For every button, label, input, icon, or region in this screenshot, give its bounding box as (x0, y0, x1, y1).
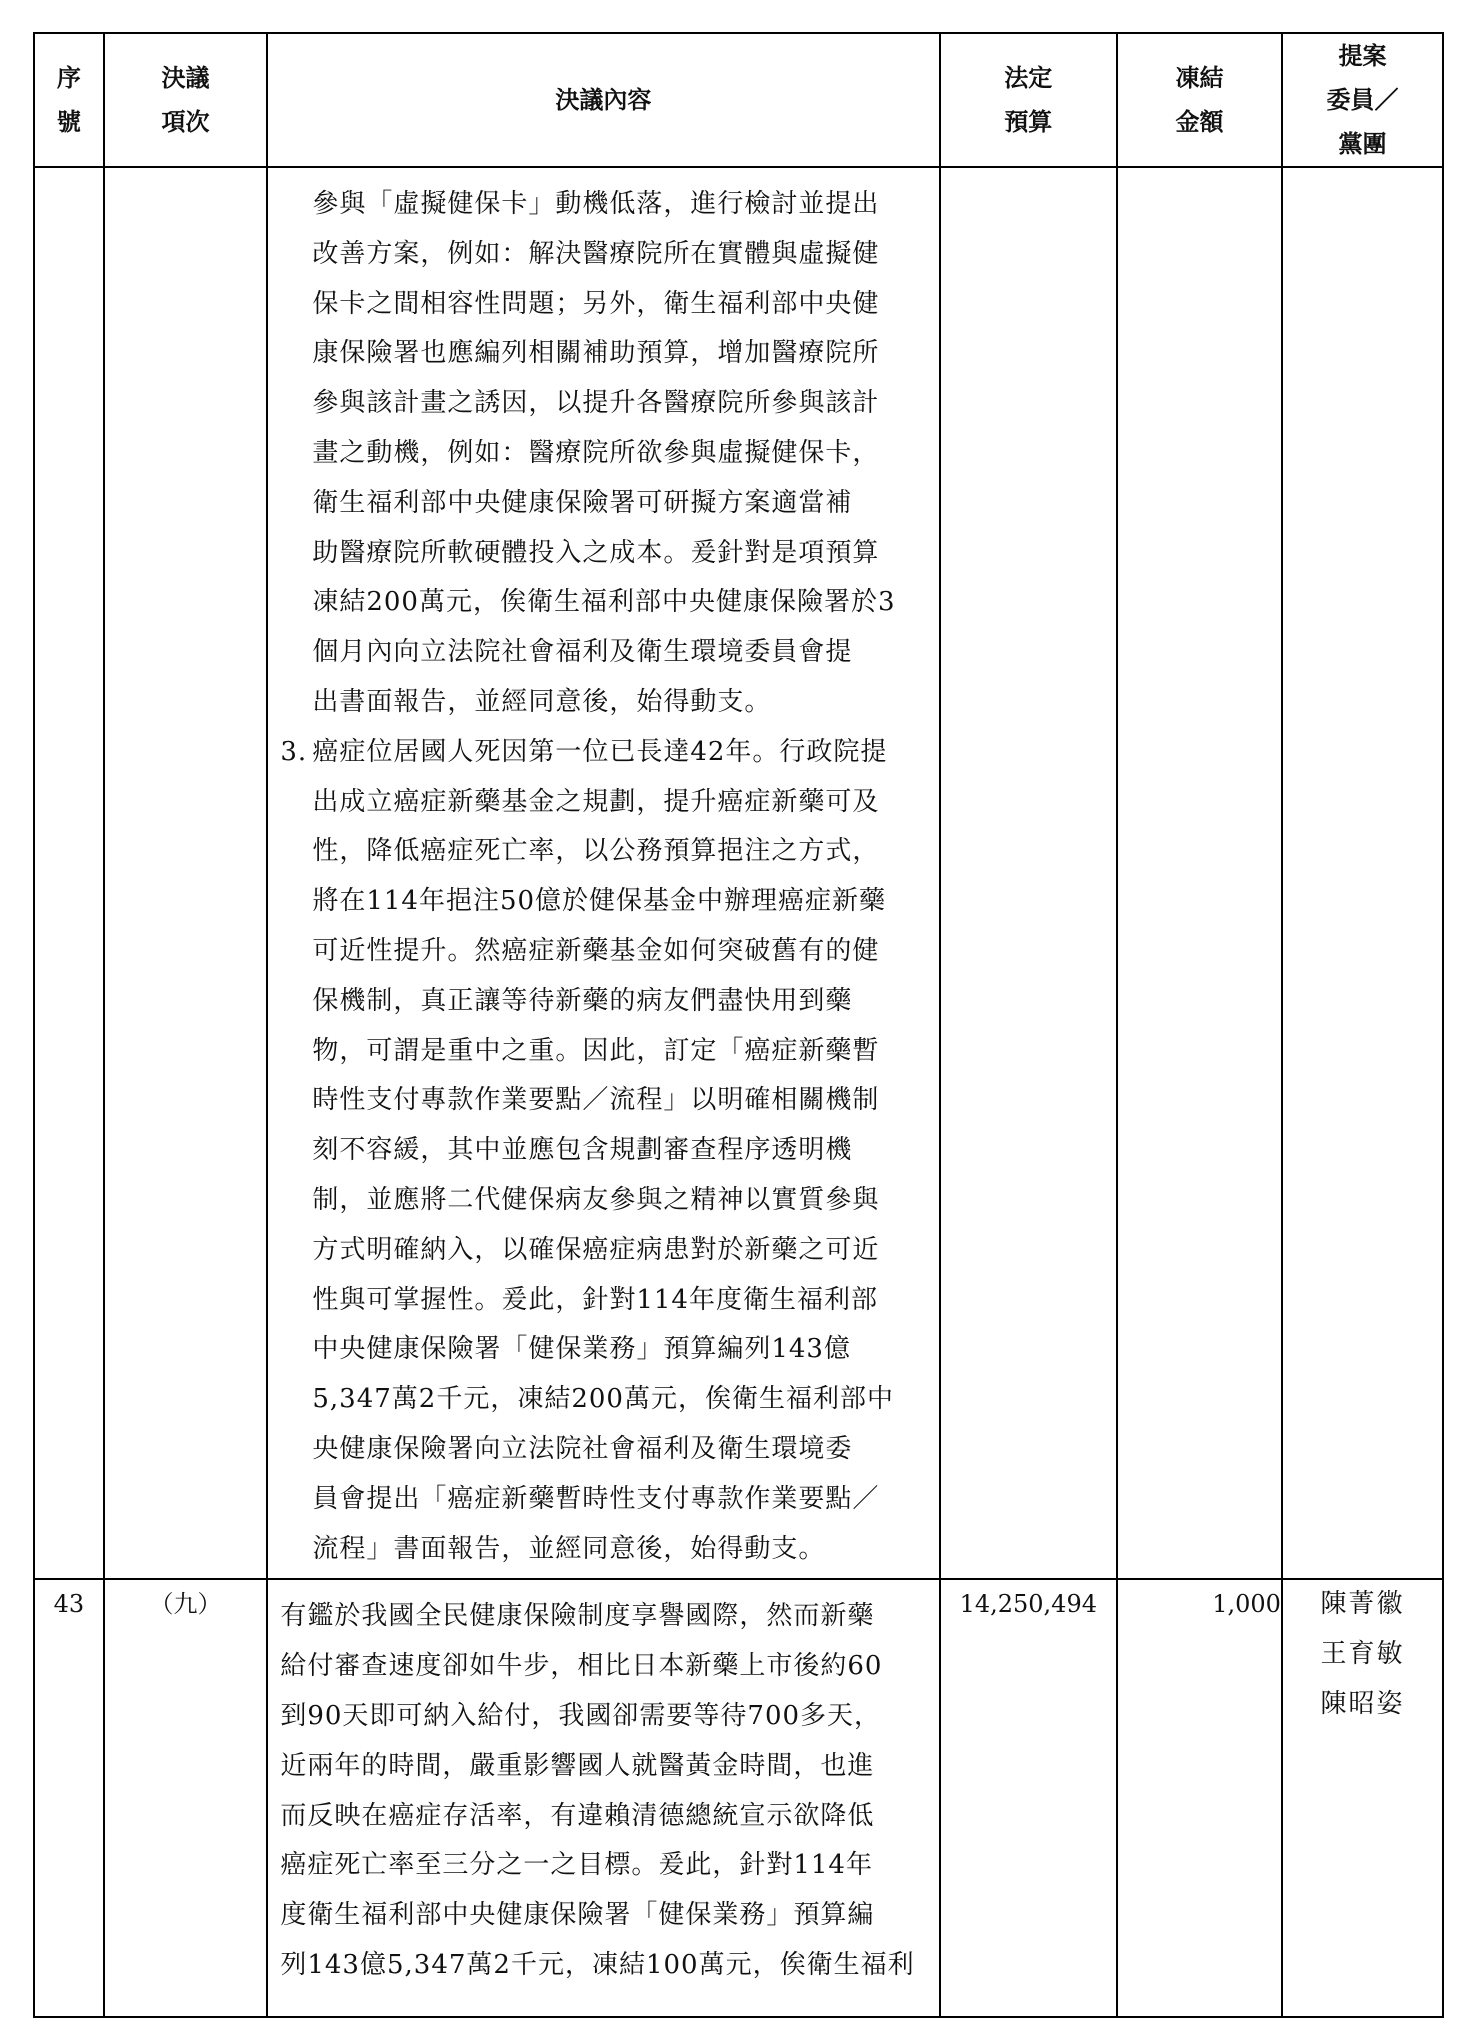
point3-label: 3. (280, 736, 308, 767)
proposer-cell (1282, 167, 1443, 1579)
frozen-cell: 1,000 (1117, 1579, 1282, 2017)
frozen-cell (1117, 167, 1282, 1579)
header-content: 決議內容 (267, 33, 939, 167)
content-cell: 有鑑於我國全民健康保險制度享譽國際，然而新藥 給付審查速度卻如牛步，相比日本新藥上市後約60 到90天即可納入給付，我國卻需要等待700多天， 近兩年的時間，嚴重影響國人就醫黃金時間，也進 而反映在癌症存活率，有違賴清德總統宣示欲降低 癌症死亡率至三分之一之目標。爰此，針對114年 度衛生福利部中央健康保險署「健保業務」預算編 列143億5,347萬2千元，凍結100萬元，俟衛生福利 (267, 1579, 939, 2017)
proposer-name: 王育敏 (1320, 1639, 1405, 1670)
header-row (34, 33, 1443, 167)
header-seq: 序 號 (34, 33, 104, 167)
resolution-table (33, 32, 1444, 2018)
content-cell (267, 167, 939, 1579)
budget-cell (940, 167, 1118, 1579)
seq-cell: 43 (34, 1579, 104, 2017)
point2-continuation: 參與「虛擬健保卡」動機低落，進行檢討並提出 改善方案，例如：解決醫療院所在實體與虛擬健 保卡之間相容性問題；另外，衛生福利部中央健 康保險署也應編列相關補助預算，增加醫療院所 參與該計畫之誘因，以提升各醫療院所參與該計 畫之動機，例如：醫療院所欲參與虛擬健保卡， 衛生福利部中央健康保險署可研擬方案適當補 助醫療院所軟硬體投入之成本。爰針對是項預算 凍結200萬元，俟衛生福利部中央健康保險署於3 個月內向立法院社會福利及衛生環境委員會提 出書面報告，並經同意後，始得動支。 (312, 189, 896, 717)
table-row-continued (34, 167, 1443, 1579)
seq-cell (34, 167, 104, 1579)
proposer-name: 陳菁徽 (1320, 1589, 1405, 1620)
header-item: 決議 項次 (104, 33, 268, 167)
proposer-cell (1282, 1579, 1443, 2017)
budget-cell: 14,250,494 (940, 1579, 1118, 2017)
table-row-43 (34, 1579, 1443, 2017)
proposer-name: 陳昭姿 (1320, 1688, 1405, 1719)
item-cell: （九） (104, 1579, 268, 2017)
point3: 3. 癌症位居國人死因第一位已長達42年。行政院提 出成立癌症新藥基金之規劃，提升癌症新藥可及 性，降低癌症死亡率，以公務預算挹注之方式， 將在114年挹注50億於健保基金中辦理癌症新藥 可近性提升。然癌症新藥基金如何突破舊有的健 保機制，真正讓等待新藥的病友們盡快用到藥 物，可謂是重中之重。因此，訂定「癌症新藥暫 時性支付專款作業要點／流程」以明確相關機制 刻不容緩，其中並應包含規劃審查程序透明機 制，並應將二代健保病友參與之精神以實質參與 方式明確納入，以確保癌症病患對於新藥之可近 性與可掌握性。爰此，針對114年度衛生福利部 中央健康保險署「健保業務」預算編列143億 5,347萬2千元，凍結200萬元，俟衛生福利部中 央健康保險署向立法院社會福利及衛生環境委 員會提出「癌症新藥暫時性支付專款作業要點／ 流程」書面報告，並經同意後，始得動支。 (280, 728, 924, 1575)
header-budget: 法定 預算 (940, 33, 1118, 167)
header-proposer: 提案 委員／ 黨團 (1282, 33, 1443, 167)
header-frozen: 凍結 金額 (1117, 33, 1282, 167)
item-cell (104, 167, 268, 1579)
